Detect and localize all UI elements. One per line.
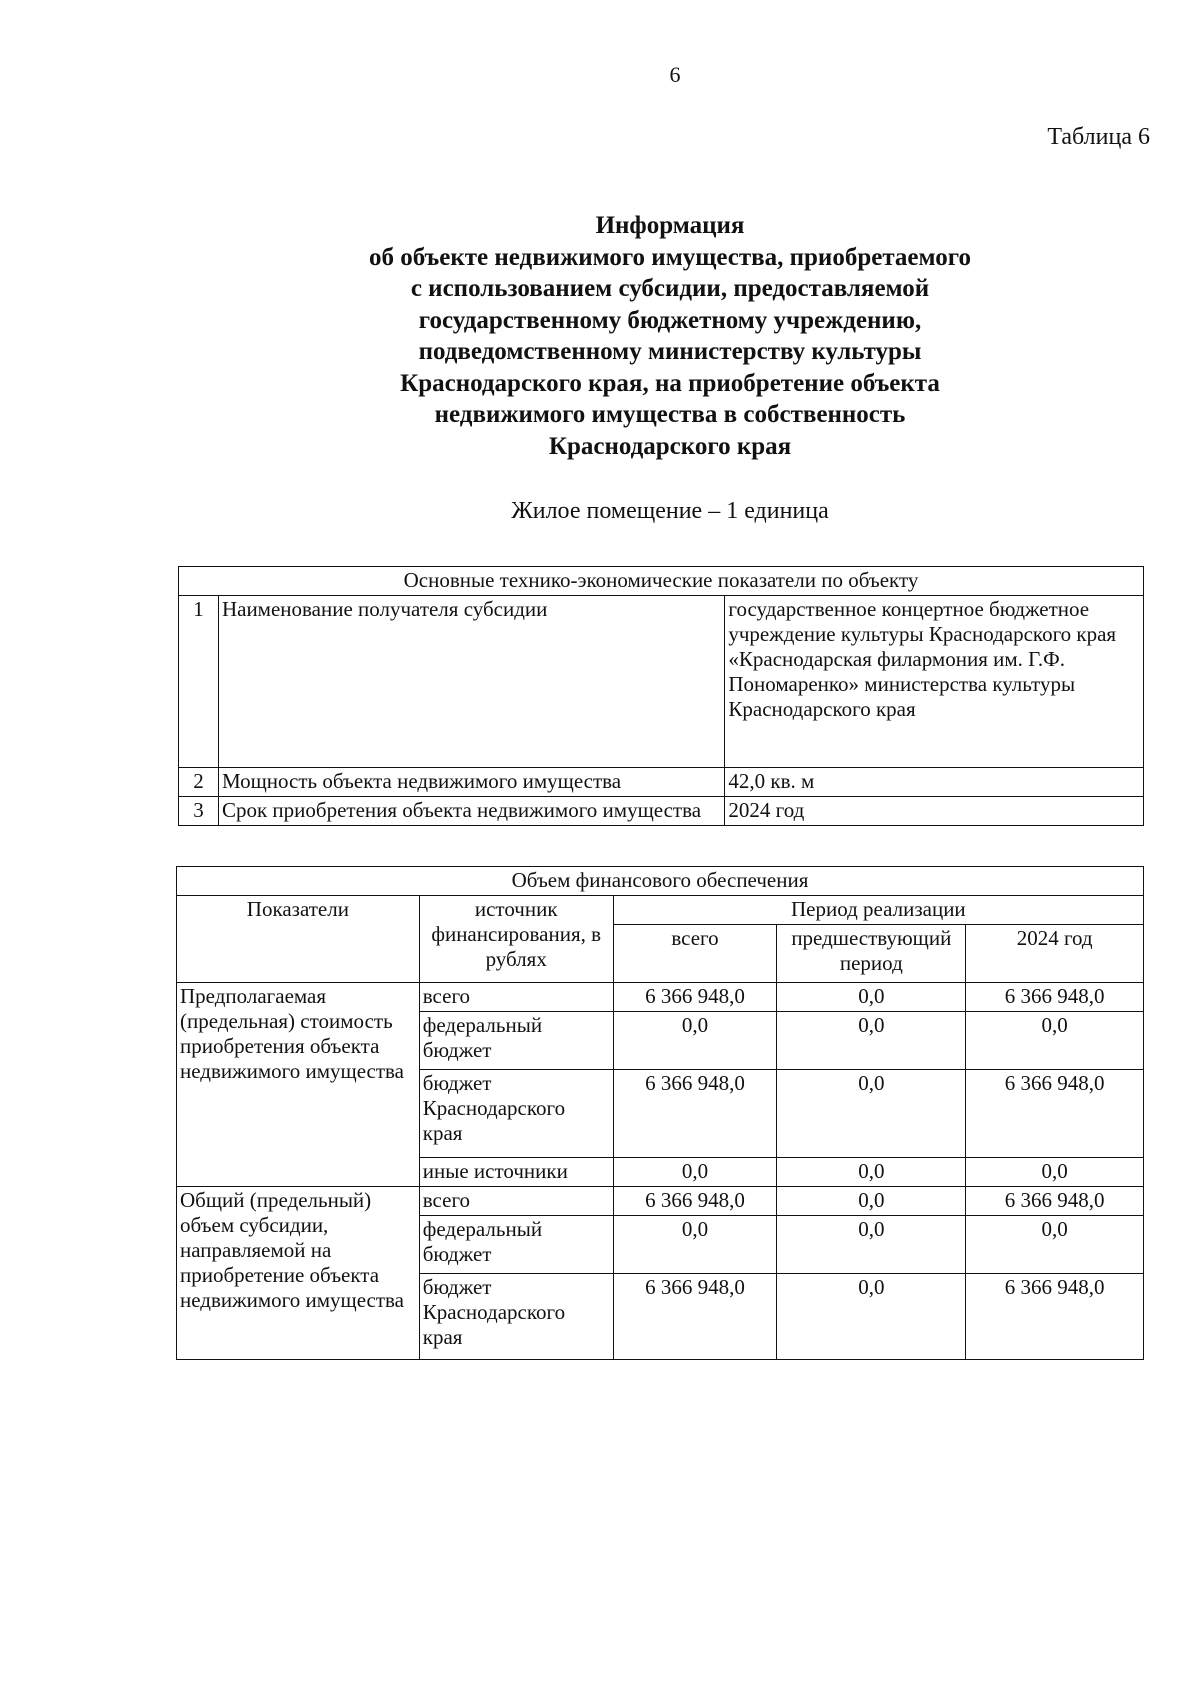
indicators-header: Основные технико-экономические показатели по объекту	[179, 567, 1144, 596]
total-cell: 0,0	[613, 1216, 777, 1274]
group-label: Общий (предельный) объем субсидии, направляемой на приобретение объекта недвижимого имущества	[177, 1187, 420, 1360]
year-cell: 6 366 948,0	[966, 1070, 1144, 1158]
source-cell: всего	[419, 983, 613, 1012]
source-cell: бюджет Краснодарского края	[419, 1274, 613, 1360]
table-row	[177, 1187, 1144, 1216]
previous-cell: 0,0	[777, 1274, 966, 1360]
title-line: об объекте недвижимого имущества, приобретаемого	[369, 243, 971, 271]
year-cell: 0,0	[966, 1216, 1144, 1274]
indicators-table	[178, 566, 1144, 826]
indicator-name: Срок приобретения объекта недвижимого имущества	[218, 797, 724, 826]
col-header-total: всего	[613, 925, 777, 983]
title-line: Информация	[595, 212, 745, 239]
title-line: Краснодарского края, на приобретение объекта	[400, 369, 940, 397]
indicator-value: государственное концертное бюджетное учреждение культуры Краснодарского края «Краснодарская филармония им. Г.Ф. Пономаренко» министерства культуры Краснодарского края	[725, 596, 1144, 768]
table-row	[179, 567, 1144, 596]
title-line: государственному бюджетному учреждению,	[418, 306, 922, 334]
title-line: подведомственному министерству культуры	[418, 338, 922, 365]
source-cell: федеральный бюджет	[419, 1012, 613, 1070]
source-cell: иные источники	[419, 1158, 613, 1187]
page-number: 6	[669, 62, 681, 87]
col-header-previous: предшествующий период	[777, 925, 966, 983]
table-row	[179, 797, 1144, 826]
group-label: Предполагаемая (предельная) стоимость приобретения объекта недвижимого имущества	[177, 983, 420, 1187]
total-cell: 6 366 948,0	[613, 983, 777, 1012]
indicator-value: 42,0 кв. м	[725, 768, 1144, 797]
row-number: 2	[179, 768, 219, 797]
title-line: с использованием субсидии, предоставляемой	[410, 275, 930, 302]
year-cell: 6 366 948,0	[966, 983, 1144, 1012]
document-title	[0, 210, 1200, 462]
title-line: Краснодарского края	[548, 432, 792, 460]
indicator-name: Мощность объекта недвижимого имущества	[218, 768, 724, 797]
row-number: 3	[179, 797, 219, 826]
previous-cell: 0,0	[777, 1158, 966, 1187]
title-line: недвижимого имущества в собственность	[434, 401, 906, 428]
table-row	[177, 867, 1144, 896]
source-cell: бюджет Краснодарского края	[419, 1070, 613, 1158]
row-number: 1	[179, 596, 219, 768]
previous-cell: 0,0	[777, 983, 966, 1012]
previous-cell: 0,0	[777, 1012, 966, 1070]
indicator-name: Наименование получателя субсидии	[218, 596, 724, 768]
year-cell: 0,0	[966, 1012, 1144, 1070]
total-cell: 0,0	[613, 1158, 777, 1187]
table-row	[179, 768, 1144, 797]
year-cell: 6 366 948,0	[966, 1187, 1144, 1216]
table-label: Таблица 6	[1047, 124, 1150, 150]
col-header-source: источник финансирования, в рублях	[419, 896, 613, 983]
total-cell: 6 366 948,0	[613, 1274, 777, 1360]
document-subtitle: Жилое помещение – 1 единица	[511, 498, 829, 524]
source-cell: федеральный бюджет	[419, 1216, 613, 1274]
col-header-period: Период реализации	[613, 896, 1143, 925]
indicator-value: 2024 год	[725, 797, 1144, 826]
table-row	[177, 896, 1144, 925]
year-cell: 0,0	[966, 1158, 1144, 1187]
table-row	[179, 596, 1144, 768]
table-row	[177, 983, 1144, 1012]
previous-cell: 0,0	[777, 1187, 966, 1216]
col-header-indicators: Показатели	[177, 896, 420, 983]
financing-header: Объем финансового обеспечения	[177, 867, 1144, 896]
total-cell: 0,0	[613, 1012, 777, 1070]
total-cell: 6 366 948,0	[613, 1187, 777, 1216]
previous-cell: 0,0	[777, 1070, 966, 1158]
previous-cell: 0,0	[777, 1216, 966, 1274]
financing-table	[176, 866, 1144, 1360]
year-cell: 6 366 948,0	[966, 1274, 1144, 1360]
total-cell: 6 366 948,0	[613, 1070, 777, 1158]
source-cell: всего	[419, 1187, 613, 1216]
col-header-year: 2024 год	[966, 925, 1144, 983]
